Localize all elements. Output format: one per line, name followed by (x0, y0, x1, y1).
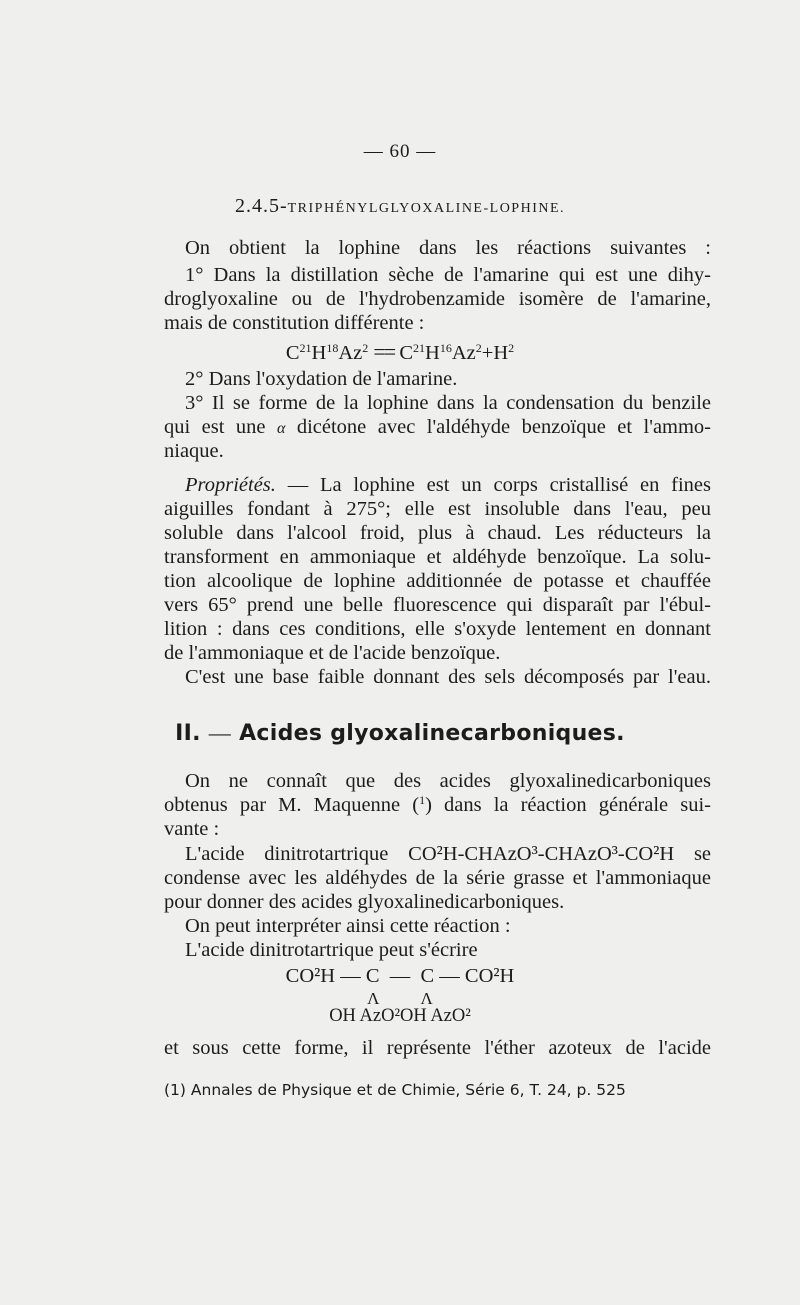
intro-line: On obtient la lophine dans les réactions suivantes : (185, 237, 711, 259)
para6-line: et sous cette forme, il représente l'éther azoteux de l'acide (164, 1037, 711, 1059)
para4-line: On peut interpréter ainsi cette réaction : (185, 915, 511, 937)
footnote-number: (1) (164, 1081, 186, 1099)
properties-line5: tion alcoolique de lophine additionnée de potasse et chauffée (164, 570, 711, 592)
formula2-arrows: Λ Λ (367, 989, 433, 1008)
footnote-text: Annales de Physique et de Chimie, Série 6, T. 24, p. 525 (190, 1081, 626, 1099)
item2-line: 2° Dans l'oxydation de l'amarine. (185, 368, 458, 390)
properties-line2: aiguilles fondant à 275°; elle est insoluble dans l'eau, peu (164, 498, 711, 520)
section-name: TRIPHÉNYLGLYOXALINE-LOPHINE. (287, 201, 566, 216)
properties-line4: transforment en ammoniaque et aldéhyde benzoïque. La solu- (164, 546, 711, 568)
item1-line1: 1° Dans la distillation sèche de l'amarine qui est une dihy- (185, 264, 711, 286)
properties-label: Propriétés. (185, 474, 276, 496)
properties-line1: Propriétés. — La lophine est un corps cristallisé en fines (185, 474, 711, 496)
footnote (164, 1081, 626, 1099)
subsection-heading: II. — Acides glyoxalinecarboniques. (175, 720, 625, 746)
properties-last-line: C'est une base faible donnant des sels décomposés par l'eau. (185, 666, 711, 688)
para3-line1: L'acide dinitrotartrique CO²H-CHAzO³-CHAzO³-CO²H se (185, 843, 712, 865)
para2-line2: obtenus par M. Maquenne ($^1$) dans la réaction générale sui- (164, 793, 711, 816)
item3-line2: qui est une α dicétone avec l'aldéhyde benzoïque et l'ammo- (164, 416, 712, 438)
item3-line1: 3° Il se forme de la lophine dans la condensation du benzile (185, 392, 711, 414)
page-number: — 60 — (363, 141, 437, 162)
para2-line1: On ne connaît que des acides glyoxalinedicarboniques (185, 770, 711, 792)
properties-line7: lition : dans ces conditions, elle s'oxyde lentement en donnant (164, 618, 711, 640)
formula2-top: CO²H — C — C — CO²H (285, 965, 515, 987)
formula-amarine: $C^{21}H^{18}Az^2 == C^{21}H^{16}Az^2+H^2$ (285, 339, 515, 364)
formula2-bottom: OH AzO²OH AzO² (329, 1006, 471, 1026)
item1-line2: droglyoxaline ou de l'hydrobenzamide isomère de l'amarine, (164, 288, 711, 310)
footnote-ref: 1 (419, 793, 426, 807)
properties-line8: de l'ammoniaque et de l'acide benzoïque. (164, 642, 501, 664)
para3-line3: pour donner des acides glyoxalinedicarboniques. (164, 891, 565, 913)
properties-line6: vers 65° prend une belle fluorescence qui disparaît par l'ébul- (164, 594, 711, 616)
para2-line3: vante : (164, 818, 220, 840)
para3-line2: condense avec les aldéhydes de la série grasse et l'ammoniaque (164, 867, 711, 889)
dinitrotartaric-formula: CO²H-CHAzO³-CHAzO³-CO²H (408, 843, 675, 865)
section-number: 2.4.5- (234, 195, 288, 217)
properties-line3: soluble dans l'alcool froid, plus à chaud. Les réducteurs la (164, 522, 711, 544)
item1-line3: mais de constitution différente : (164, 312, 425, 334)
section-title (0, 195, 800, 218)
item3-line3: niaque. (164, 440, 224, 462)
para5-line: L'acide dinitrotartrique peut s'écrire (185, 939, 478, 961)
